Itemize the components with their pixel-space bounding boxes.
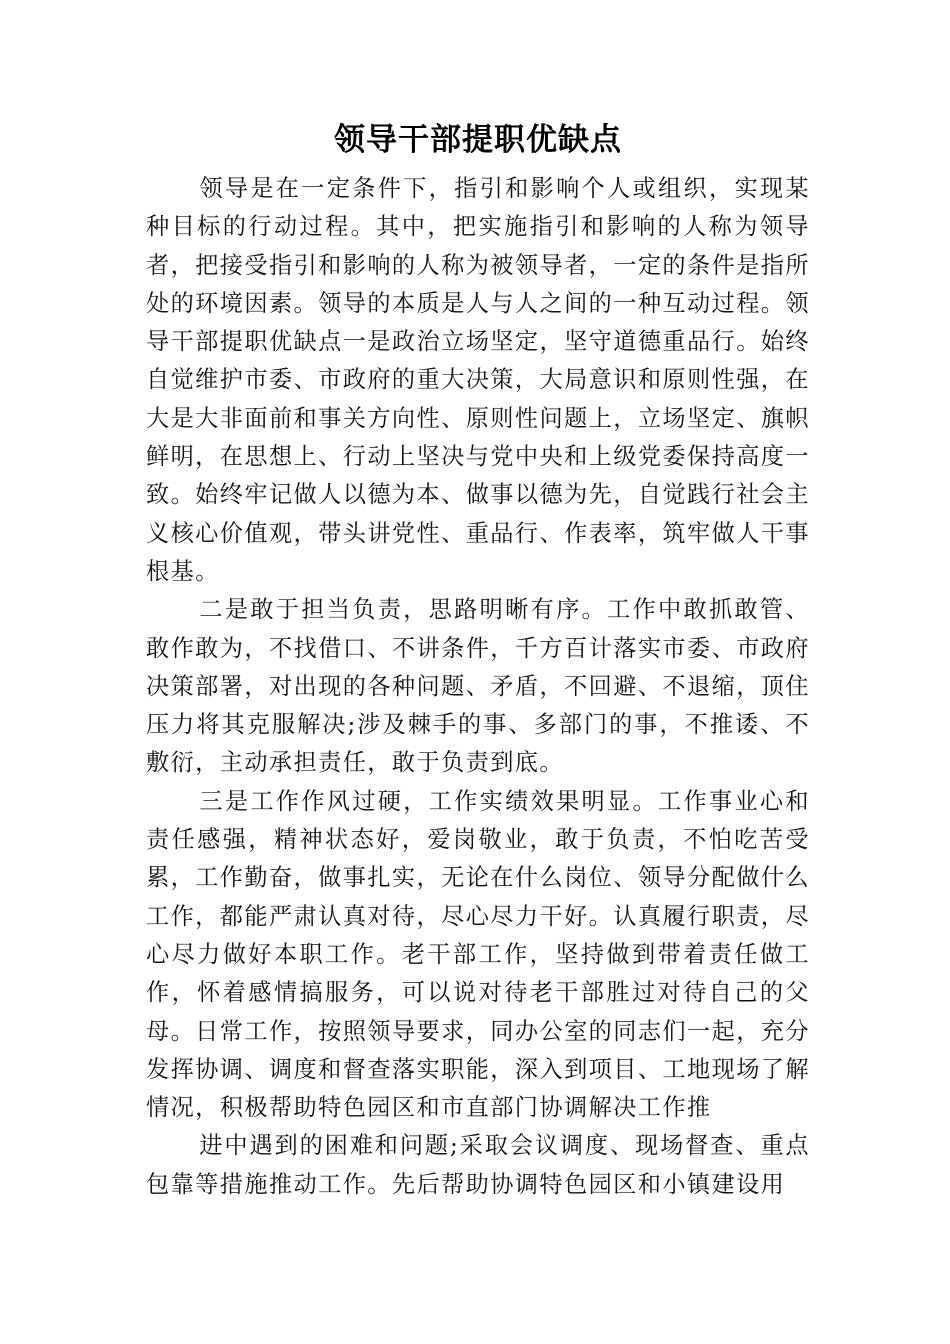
paragraph-3: 三是工作作风过硬，工作实绩效果明显。工作事业心和责任感强，精神状态好，爱岗敬业，敢于负责，不怕吃苦受累，工作勤奋，做事扎实，无论在什么岗位、领导分配做什么工作，都能严肃认真对待，尽心尽力干好。认真履行职责，尽心尽力做好本职工作。老干部工作，坚持做到带着责任做工作，怀着感情搞服务，可以说对待老干部胜过对待自己的父母。日常工作，按照领导要求，同办公室的同志们一起，充分发挥协调、调度和督查落实职能，深入到项目、工地现场了解情况，积极帮助特色园区和市直部门协调解决工作推 <box>146 787 810 1122</box>
paragraph-1: 领导是在一定条件下，指引和影响个人或组织，实现某种目标的行动过程。其中，把实施指引和影响的人称为领导者，把接受指引和影响的人称为被领导者，一定的条件是指所处的环境因素。领导的本质是人与人之间的一种互动过程。领导干部提职优缺点一是政治立场坚定，坚守道德重品行。始终自觉维护市委、市政府的重大决策，大局意识和原则性强，在大是大非面前和事关方向性、原则性问题上，立场坚定、旗帜鲜明，在思想上、行动上坚决与党中央和上级党委保持高度一致。始终牢记做人以德为本、做事以德为先，自觉践行社会主义核心价值观，带头讲党性、重品行、作表率，筑牢做人干事根基。 <box>146 175 810 585</box>
document-title: 领导干部提职优缺点 <box>334 122 622 158</box>
paragraph-4: 进中遇到的困难和问题;采取会议调度、现场督查、重点包靠等措施推动工作。先后帮助协调特色园区和小镇建设用 <box>146 1132 810 1198</box>
paragraph-2: 二是敢于担当负责，思路明晰有序。工作中敢抓敢管、敢作敢为，不找借口、不讲条件，千方百计落实市委、市政府决策部署，对出现的各种问题、矛盾，不回避、不退缩，顶住压力将其克服解决;涉及棘手的事、多部门的事，不推诿、不敷衍，主动承担责任，敢于负责到底。 <box>146 596 810 777</box>
